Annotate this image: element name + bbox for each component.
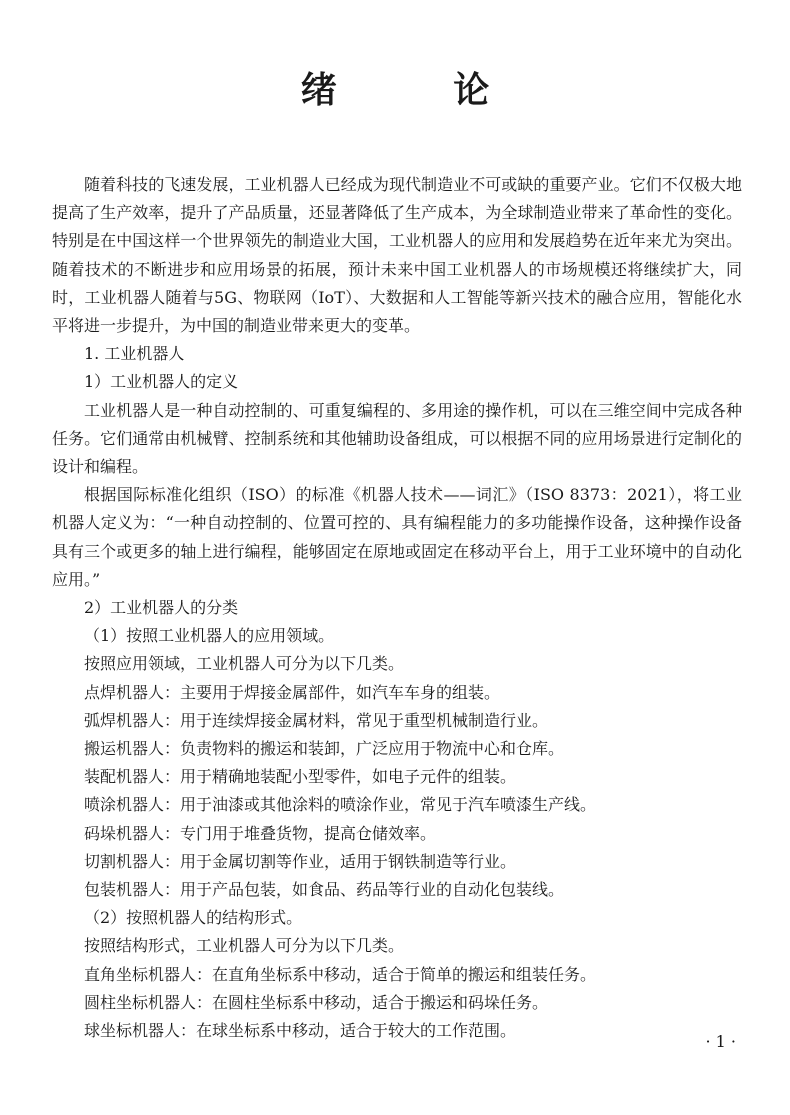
list-item: 球坐标机器人：在球坐标系中移动，适合于较大的工作范围。 <box>84 1021 517 1041</box>
subsection-heading: 1）工业机器人的定义 <box>84 372 239 392</box>
page-number: · 1 · <box>705 1032 736 1051</box>
list-item: 搬运机器人：负责物料的搬运和装卸，广泛应用于物流中心和仓库。 <box>84 739 565 759</box>
paragraph: 随着科技的飞速发展，工业机器人已经成为现代制造业不可或缺的重要产业。它们不仅极大地提高了生产效率，提升了产品质量，还显著降低了生产成本，为全球制造业带来了革命性的变化。特别是在中国这样一个世界领先的制造业大国，工业机器人的应用和发展趋势在近年来尤为突出。随着技术的不断进步和应用场景的拓展，预计未来中国工业机器人的市场规模还将继续扩大，同时，工业机器人随着与5G、物联网（IoT）、大数据和人工智能等新兴技术的融合应用，智能化水平将进一步提升，为中国的制造业带来更大的变革。 <box>52 175 742 336</box>
list-item: 码垛机器人：专门用于堆叠货物，提高仓储效率。 <box>84 823 437 843</box>
section-heading: 1. 工业机器人 <box>84 344 185 364</box>
list-item: 弧焊机器人：用于连续焊接金属材料，常见于重型机械制造行业。 <box>84 710 549 730</box>
list-item: 包装机器人：用于产品包装，如食品、药品等行业的自动化包装线。 <box>84 880 565 900</box>
paragraph: 按照结构形式，工业机器人可分为以下几类。 <box>84 936 405 956</box>
list-item: 直角坐标机器人：在直角坐标系中移动，适合于简单的搬运和组装任务。 <box>84 964 597 984</box>
list-item: 切割机器人：用于金属切割等作业，适用于钢铁制造等行业。 <box>84 851 517 871</box>
paragraph: 按照应用领域，工业机器人可分为以下几类。 <box>84 654 405 674</box>
chapter-title: 绪 论 <box>300 70 542 111</box>
subsection-heading: 2）工业机器人的分类 <box>84 598 239 618</box>
paragraph: 根据国际标准化组织（ISO）的标准《机器人技术——词汇》（ISO 8373：2021），将工业机器人定义为：“一种自动控制的、位置可控的、具有编程能力的多功能操作设备，这种操作设备具有三个或更多的轴上进行编程，能够固定在原地或固定在移动平台上，用于工业环境中的自动化应用。” <box>52 485 742 589</box>
list-heading: （1）按照工业机器人的应用领域。 <box>84 626 335 646</box>
list-item: 圆柱坐标机器人：在圆柱坐标系中移动，适合于搬运和码垛任务。 <box>84 992 549 1012</box>
list-item: 喷涂机器人：用于油漆或其他涂料的喷涂作业，常见于汽车喷漆生产线。 <box>84 795 597 815</box>
list-item: 装配机器人：用于精确地装配小型零件，如电子元件的组装。 <box>84 767 517 787</box>
body-text <box>52 171 742 1045</box>
paragraph: 工业机器人是一种自动控制的、可重复编程的、多用途的操作机，可以在三维空间中完成各种任务。它们通常由机械臂、控制系统和其他辅助设备组成，可以根据不同的应用场景进行定制化的设计和编程。 <box>52 400 742 477</box>
list-item: 点焊机器人：主要用于焊接金属部件，如汽车车身的组装。 <box>84 682 501 702</box>
list-heading: （2）按照机器人的结构形式。 <box>84 908 303 928</box>
